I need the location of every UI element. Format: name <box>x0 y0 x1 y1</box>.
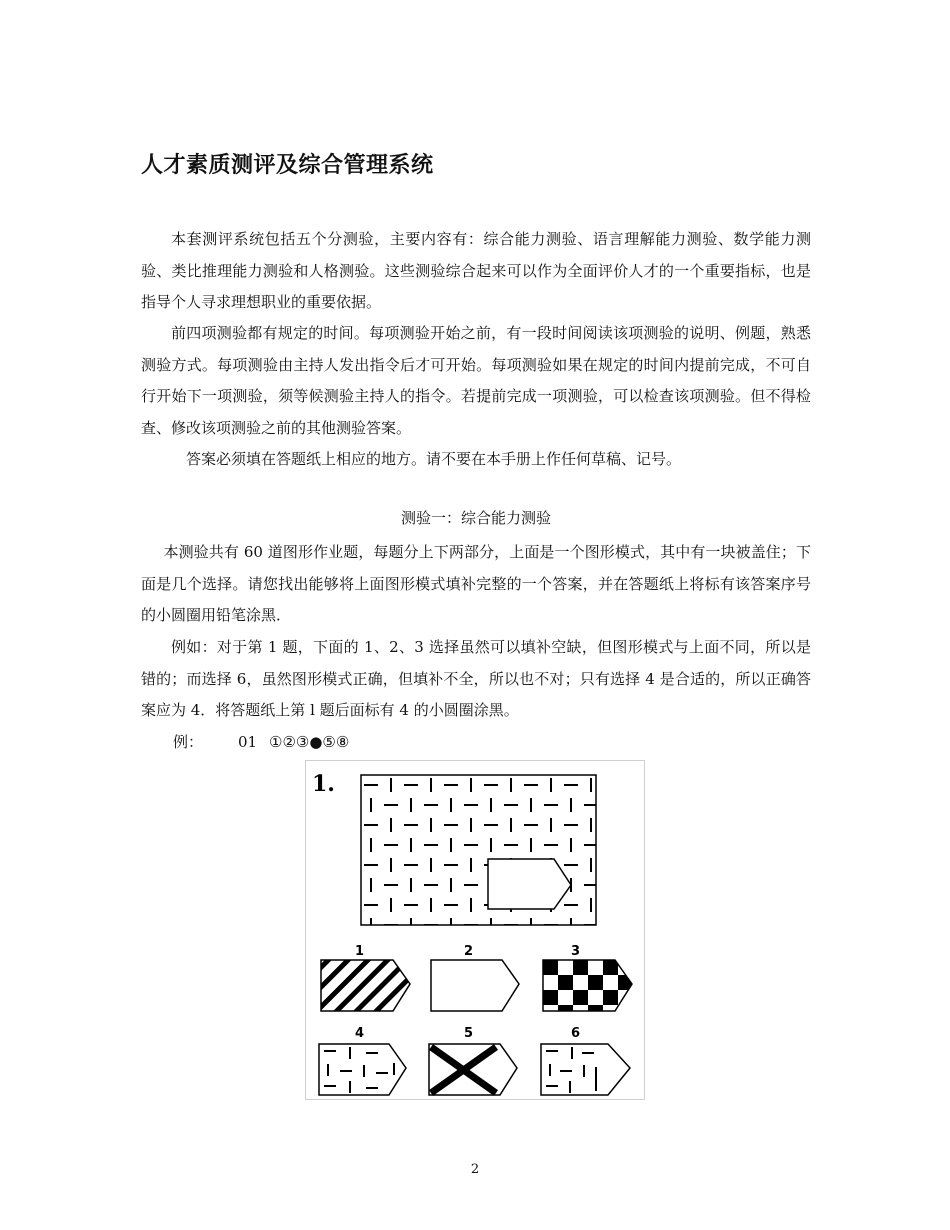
page-number: 2 <box>470 1162 480 1177</box>
choice-3-shape <box>543 960 632 1011</box>
section-paragraph-1: 本测验共有 60 道图形作业题，每题分上下两部分，上面是一个图形模式，其中有一块被盖住；下面是几个选择。请您找出能够将上面图形模式填补完整的一个答案，并在答题纸上将标有该答案序号的小圆圈用铅笔涂黑． <box>141 543 811 624</box>
document-title: 人才素质测评及综合管理系统 <box>141 153 434 178</box>
example-figure <box>305 760 645 1100</box>
choice-6-shape <box>541 1044 630 1095</box>
choice-1-shape <box>321 960 410 1011</box>
section-heading: 测验一：综合能力测验 <box>400 509 551 527</box>
intro-paragraph-3: 答案必须填在答题纸上相应的地方。请不要在本手册上作任何草稿、记号。 <box>186 450 682 468</box>
intro-paragraph-1: 本套测评系统包括五个分测验，主要内容有：综合能力测验、语言理解能力测验、数学能力测验、类比推理能力测验和人格测验。这些测验综合起来可以作为全面评价人才的一个重要指标，也是指导个人寻求理想职业的重要依据。 <box>141 230 811 311</box>
choice-5-shape <box>429 1044 517 1095</box>
choice-4-shape <box>319 1044 406 1095</box>
example-answer-line <box>173 727 349 759</box>
choice-label-4: 4 <box>355 1026 365 1041</box>
choice-label-1: 1 <box>355 944 365 959</box>
figure-graphic <box>306 761 646 1101</box>
example-answer-options: ①②③●⑤⑧ <box>269 733 350 751</box>
missing-piece-outline <box>488 859 571 909</box>
example-label: 例： <box>173 733 204 751</box>
choice-2-shape <box>431 960 519 1011</box>
question-number: 1. <box>312 771 335 797</box>
choice-label-3: 3 <box>571 944 581 959</box>
section-paragraph-2: 例如：对于第 1 题，下面的 1、2、3 选择虽然可以填补空缺，但图形模式与上面不同，所以是错的；而选择 6，虽然图形模式正确，但填补不全，所以也不对；只有选择 4 是合适的，所以正确答案应为 4．将答题纸上第 l 题后面标有 4 的小圆圈涂黑。 <box>141 638 811 719</box>
choice-label-6: 6 <box>571 1026 581 1041</box>
choice-label-2: 2 <box>464 944 474 959</box>
main-pattern-panel <box>361 775 596 925</box>
intro-paragraph-2: 前四项测验都有规定的时间。每项测验开始之前，有一段时间阅读该项测验的说明、例题，熟悉测验方式。每项测验由主持人发出指令后才可开始。每项测验如果在规定的时间内提前完成，不可自行开始下一项测验，须等候测验主持人的指令。若提前完成一项测验，可以检查该项测验。但不得检查、修改该项测验之前的其他测验答案。 <box>141 324 811 437</box>
example-question-number: 01 <box>238 733 258 751</box>
choice-label-5: 5 <box>464 1026 474 1041</box>
